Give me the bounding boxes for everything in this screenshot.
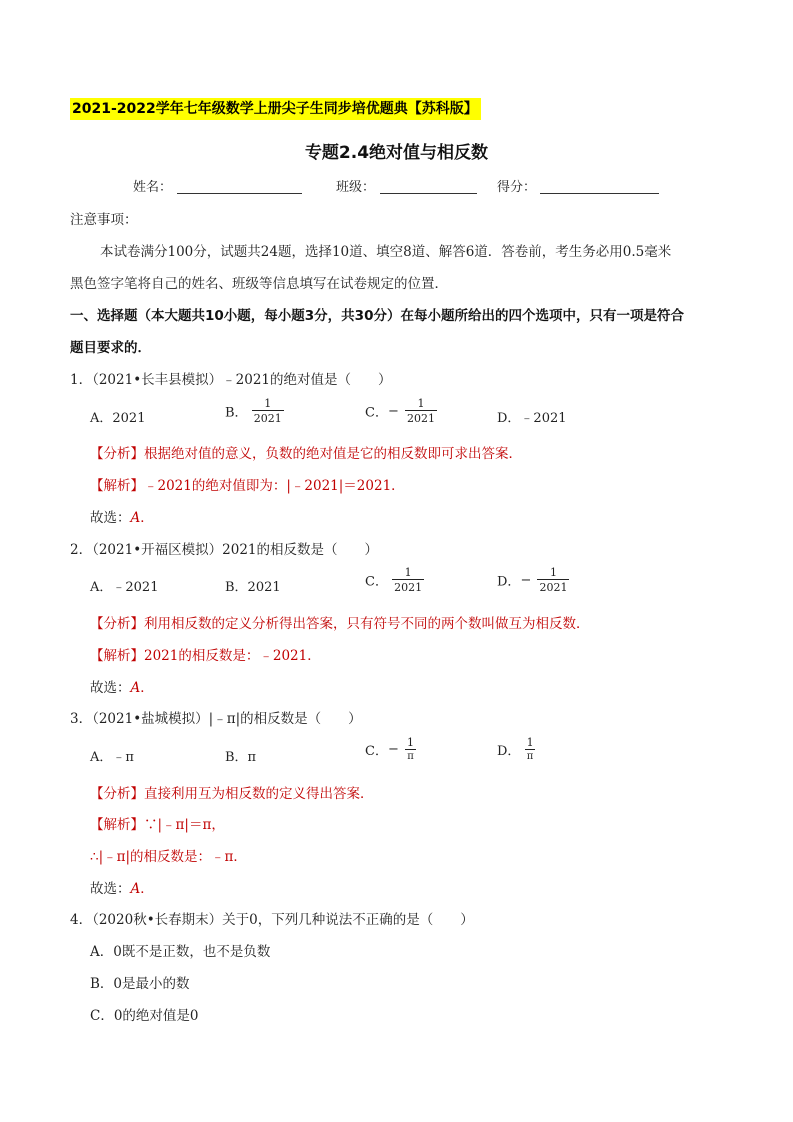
question-2-stem: 2．（2021•开福区模拟）2021的相反数是（ ）: [70, 542, 379, 558]
q2-option-c: C． $\frac{1}{2021}$: [365, 566, 423, 594]
q3-option-c-fraction: $\frac{1}{\pi}$: [407, 736, 414, 762]
q1-answer: 故选：A．: [90, 510, 154, 526]
q3-option-d-fraction: $\frac{1}{\pi}$: [526, 736, 534, 762]
q2-answer: 故选：A．: [90, 680, 154, 696]
notice-line-1: 本试卷满分100分，试题共24题，选择10道、填空8道、解答6道．答卷前，考生务必用0.5毫米: [100, 244, 672, 260]
q1-option-a: A．2021: [90, 411, 146, 426]
page-title: 专题2.4绝对值与相反数: [304, 143, 489, 163]
name-field[interactable]: [177, 175, 302, 194]
name-label: 姓名：: [133, 180, 173, 195]
q1-option-c: C．− $\frac{1}{2021}$: [365, 397, 435, 425]
score-field[interactable]: [540, 175, 659, 194]
q2-analysis: 【分析】利用相反数的定义分析得出答案，只有符号不同的两个数叫做互为相反数．: [90, 616, 590, 632]
q3-answer: 故选：A．: [90, 881, 154, 897]
q3-option-d: D． $\frac{1}{\pi}$: [497, 736, 534, 762]
q1-option-b-fraction: $\frac{1}{2021}$: [253, 397, 282, 425]
q1-analysis: 【分析】根据绝对值的意义，负数的绝对值是它的相反数即可求出答案．: [90, 446, 522, 462]
question-1-stem: 1．（2021•长丰县模拟）﹣2021的绝对值是（ ）: [70, 372, 392, 388]
q2-option-b: B．2021: [225, 580, 281, 595]
q3-option-b: B．π: [225, 750, 257, 765]
notice-line-2: 黑色签字笔将自己的姓名、班级等信息填写在试卷规定的位置．: [70, 276, 448, 292]
q1-solution: 【解析】﹣2021的绝对值即为：|﹣2021|＝2021．: [90, 478, 405, 494]
notice-heading: 注意事项：: [70, 212, 138, 228]
class-label: 班级：: [336, 180, 376, 195]
q1-option-b: B． $\frac{1}{2021}$: [225, 397, 282, 425]
q2-option-d: D．− $\frac{1}{2021}$: [497, 566, 568, 594]
question-4-stem: 4．（2020秋•长春期末）关于0，下列几种说法不正确的是（ ）: [70, 912, 474, 928]
section-heading-line-1: 一、选择题（本大题共10小题，每小题3分，共30分）在每小题所给出的四个选项中，只有一项是符合: [70, 308, 684, 324]
q4-option-c: C．0的绝对值是0: [90, 1008, 199, 1024]
q3-solution-line-2: ∴|﹣π|的相反数是：﹣π．: [90, 849, 247, 865]
section-heading-line-2: 题目要求的．: [70, 340, 151, 356]
q3-analysis: 【分析】直接利用互为相反数的定义得出答案．: [90, 786, 374, 802]
q4-option-a: A．0既不是正数，也不是负数: [90, 944, 271, 960]
q2-option-c-fraction: $\frac{1}{2021}$: [394, 566, 423, 594]
question-3-stem: 3．（2021•盐城模拟）|﹣π|的相反数是（ ）: [70, 711, 362, 727]
q3-option-c: C．− $\frac{1}{\pi}$: [365, 736, 414, 762]
q2-option-a: A．﹣2021: [90, 580, 159, 595]
q2-solution: 【解析】2021的相反数是：﹣2021．: [90, 648, 321, 664]
series-banner: 2021-2022学年七年级数学上册尖子生同步培优题典【苏科版】: [70, 98, 481, 120]
q3-solution-line-1: 【解析】∵|﹣π|＝π，: [90, 817, 225, 833]
q1-option-d: D．﹣2021: [497, 411, 567, 426]
q2-option-d-fraction: $\frac{1}{2021}$: [539, 566, 568, 594]
q1-option-c-fraction: $\frac{1}{2021}$: [407, 397, 435, 425]
class-field[interactable]: [380, 175, 477, 194]
q4-option-b: B．0是最小的数: [90, 976, 190, 992]
score-label: 得分：: [497, 180, 537, 195]
q3-option-a: A．﹣π: [90, 750, 134, 765]
